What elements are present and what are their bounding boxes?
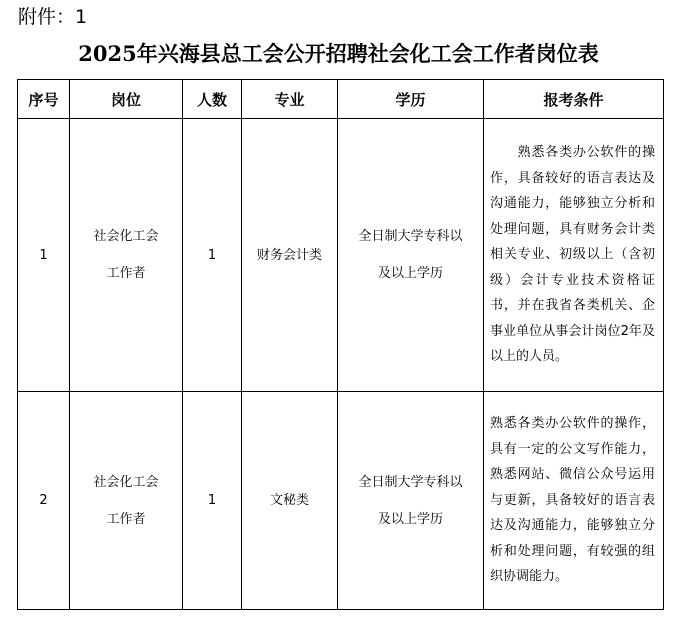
education-line-1: 全日制大学专科以 xyxy=(358,229,463,244)
education-line-2: 及以上学历 xyxy=(377,511,443,527)
education-line-1: 全日制大学专科以 xyxy=(358,474,463,490)
post-line-1: 社会化工会 xyxy=(93,229,159,244)
table-row xyxy=(18,119,664,392)
col-header-no: 序号 xyxy=(18,80,70,119)
cell-count: 1 xyxy=(183,392,242,610)
cell-count: 1 xyxy=(183,119,242,392)
table-header-row xyxy=(18,80,664,119)
cell-education xyxy=(338,119,484,392)
cell-requirements: 熟悉各类办公软件的操作，具备较好的语言表达及沟通能力，能够独立分析和处理问题，具有财务会计类相关专业、初级以上（含初级）会计专业技术资格证书，并在我省各类机关、企事业单位从事会计岗位2年及以上的人员。 xyxy=(484,119,664,392)
col-header-post: 岗位 xyxy=(70,80,183,119)
col-header-major: 专业 xyxy=(242,80,338,119)
post-line-2: 工作者 xyxy=(106,511,146,527)
post-line-2: 工作者 xyxy=(106,266,146,281)
cell-major: 文秘类 xyxy=(242,392,338,610)
positions-table xyxy=(17,79,664,610)
education-line-2: 及以上学历 xyxy=(377,266,443,281)
cell-education xyxy=(338,392,484,610)
cell-requirements: 熟悉各类办公软件的操作，具有一定的公文写作能力，熟悉网站、微信公众号运用与更新，具备较好的语言表达及沟通能力，能够独立分析和处理问题，有较强的组织协调能力。 xyxy=(484,392,664,610)
cell-no: 2 xyxy=(18,392,70,610)
col-header-requirements: 报考条件 xyxy=(484,80,664,119)
cell-post xyxy=(70,119,183,392)
cell-no: 1 xyxy=(18,119,70,392)
cell-post xyxy=(70,392,183,610)
cell-major: 财务会计类 xyxy=(242,119,338,392)
attachment-label: 附件：1 xyxy=(18,6,88,28)
col-header-count: 人数 xyxy=(183,80,242,119)
table-row xyxy=(18,392,664,610)
col-header-education: 学历 xyxy=(338,80,484,119)
post-line-1: 社会化工会 xyxy=(93,474,159,490)
page-title: 2025年兴海县总工会公开招聘社会化工会工作者岗位表 xyxy=(78,41,599,66)
